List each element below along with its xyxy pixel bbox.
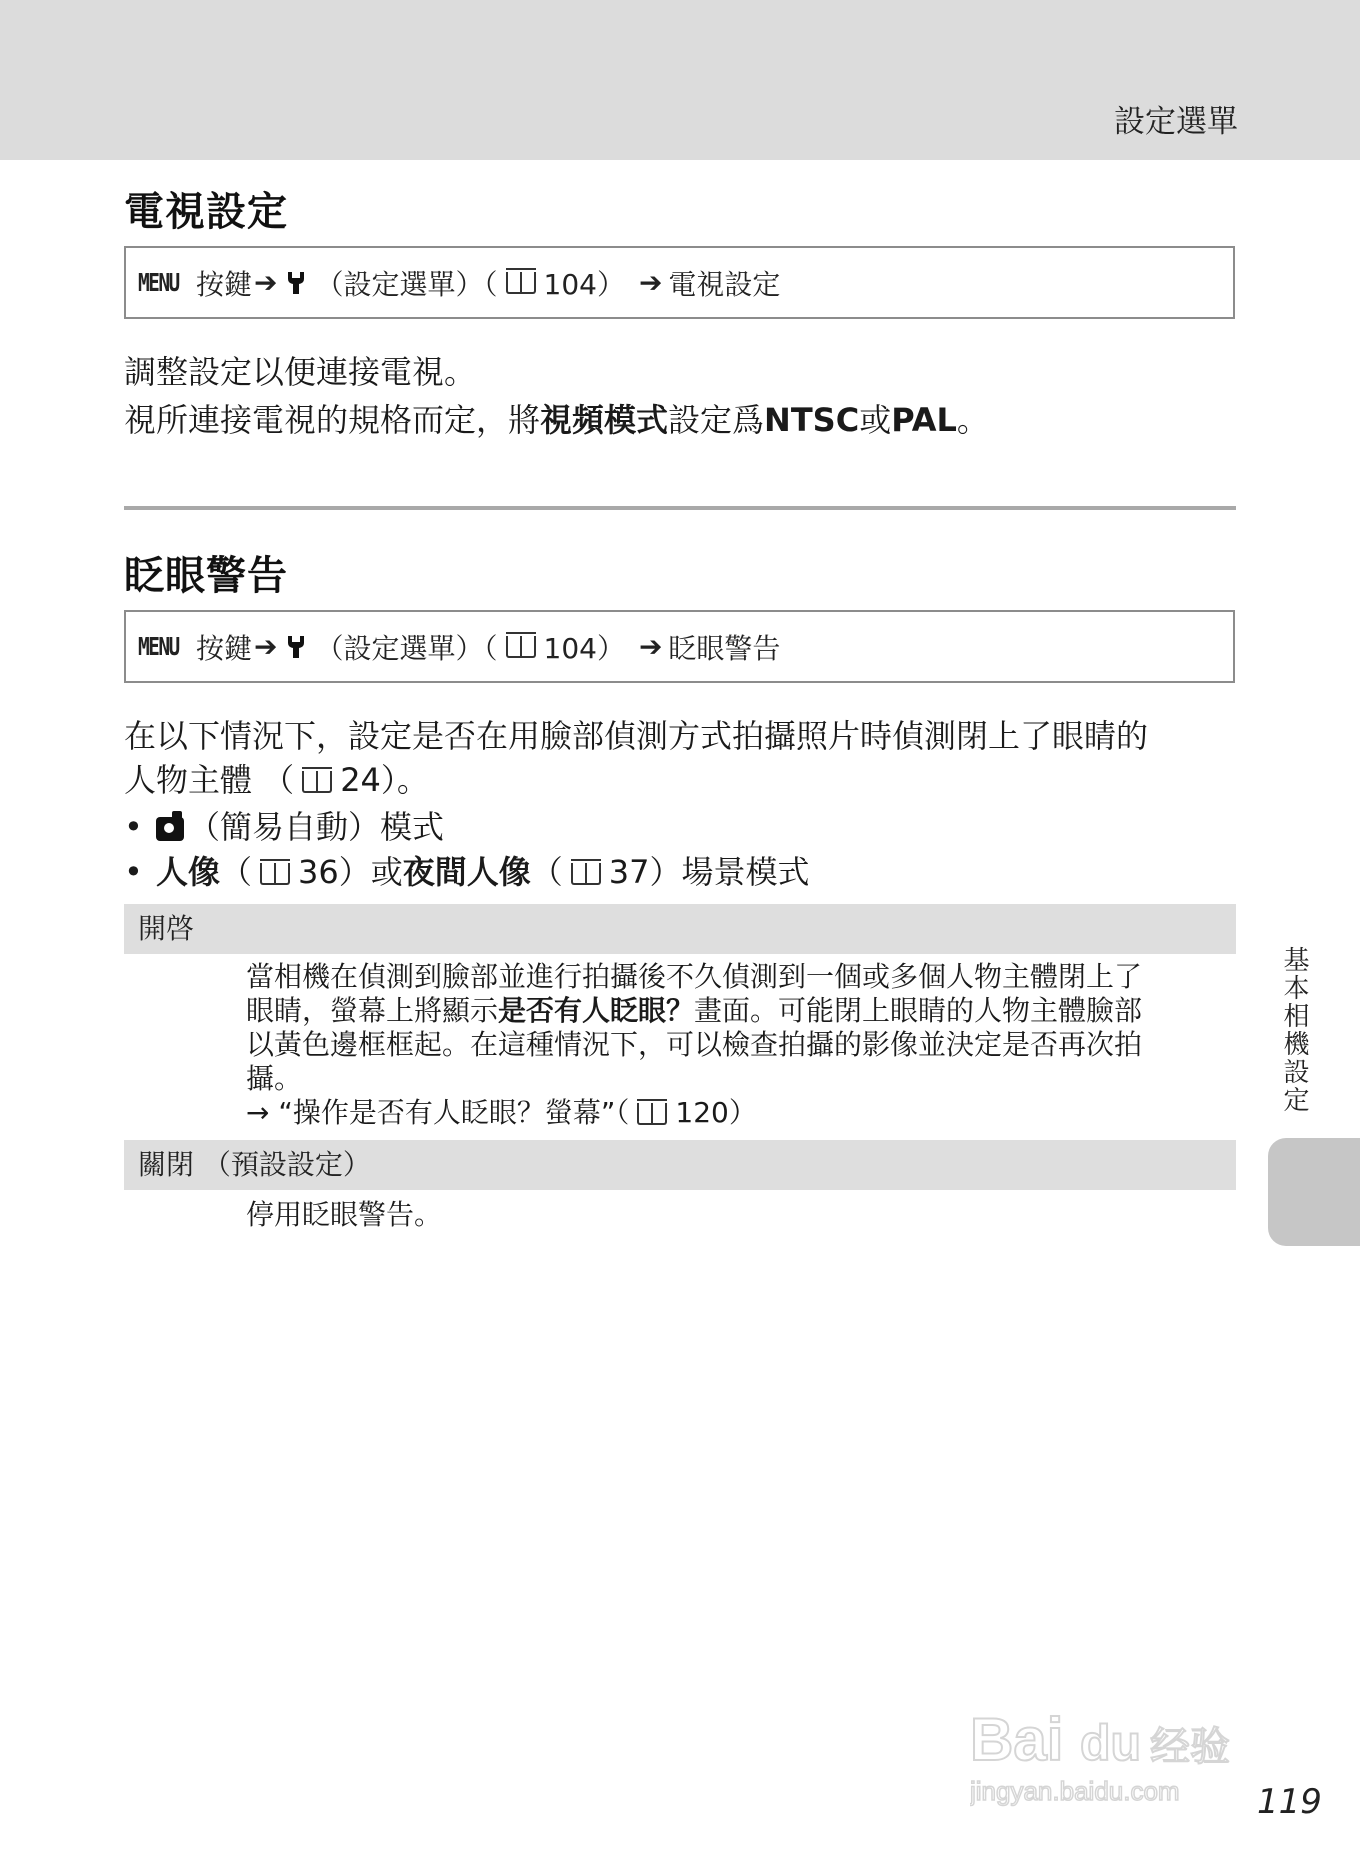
blink-warning-title: 眨眼警告 — [124, 553, 288, 599]
desc-text: 設定爲 — [668, 401, 765, 439]
page-ref: 120） — [675, 1096, 757, 1129]
menu-key-label: MENU — [138, 632, 179, 661]
desc-text: 眼睛，螢幕上將顯示 — [246, 994, 499, 1027]
pal-term: PAL — [891, 401, 957, 439]
book-reference-icon — [506, 272, 536, 294]
desc-text: 視所連接電視的規格而定，將 — [124, 401, 541, 439]
page-ref: 104） — [543, 631, 625, 665]
bullet-icon: • — [124, 808, 143, 846]
see-also-line — [246, 1096, 1206, 1130]
tv-settings-menu-path — [124, 246, 1235, 319]
setup-menu-label: （設定選單）（ — [315, 267, 498, 301]
night-portrait-term: 夜間人像 — [402, 853, 531, 891]
ntsc-term: NTSC — [764, 401, 860, 439]
bullet-icon: • — [124, 853, 143, 891]
bullet-text: （簡易自動）模式 — [188, 808, 445, 846]
blink-warning-menu-path — [124, 610, 1235, 683]
menu-key-label: MENU — [138, 268, 179, 297]
wrench-icon — [285, 270, 307, 296]
option-off-desc: 停用眨眼警告。 — [246, 1198, 443, 1231]
arrow-icon: ➔ — [254, 266, 278, 299]
baidu-watermark-logo — [970, 1690, 1270, 1810]
easy-auto-camera-icon — [156, 817, 184, 841]
header-section-title: 設定選單 — [1114, 104, 1238, 140]
desc-text: （ — [220, 853, 253, 891]
watermark-suffix: 经验 — [1150, 1724, 1230, 1770]
menu-target-label: 電視設定 — [668, 267, 781, 301]
watermark-brand: Bai — [970, 1706, 1064, 1773]
did-someone-blink-term: 是否有人眨眼？ — [498, 994, 695, 1027]
book-reference-icon — [302, 771, 332, 793]
desc-line: 以黃色邊框框起。在這種情況下，可以檢查拍攝的影像並決定是否再次拍 — [246, 1028, 1143, 1061]
option-on-desc — [246, 960, 1206, 1130]
portrait-term: 人像 — [156, 853, 221, 891]
book-reference-icon — [260, 863, 290, 885]
bullet-portrait-modes — [124, 850, 810, 894]
menu-target-label: 眨眼警告 — [668, 631, 781, 665]
section-divider — [124, 506, 1236, 510]
watermark-url: jingyan.baidu.com — [970, 1776, 1180, 1806]
tv-settings-desc-line2 — [124, 398, 989, 442]
side-tab-label: 基本相機設定 — [1279, 946, 1309, 1114]
desc-text: 畫面。可能閉上眼睛的人物主體臉部 — [694, 994, 1143, 1027]
desc-text: 人物主體 （ — [124, 761, 295, 799]
desc-text: （ — [530, 853, 563, 891]
page-ref: 104） — [543, 267, 625, 301]
desc-line: 攝。 — [246, 1062, 303, 1095]
option-off-label: 關閉 （預設設定） — [124, 1140, 1236, 1190]
desc-line — [246, 994, 1206, 1028]
page-number: 119 — [1257, 1782, 1322, 1822]
desc-line: 當相機在偵測到臉部並進行拍攝後不久偵測到一個或多個人物主體閉上了 — [246, 960, 1143, 993]
menu-key-suffix: 按鍵 — [196, 267, 253, 301]
page-ref: 37）場景模式 — [608, 853, 810, 891]
tv-settings-title: 電視設定 — [124, 189, 288, 235]
side-tab-marker — [1268, 1138, 1360, 1246]
tv-settings-desc-line1: 調整設定以便連接電視。 — [124, 353, 477, 391]
page-ref: 36）或 — [298, 853, 403, 891]
arrow-icon: ➔ — [254, 630, 278, 663]
page-ref: 24）。 — [340, 761, 429, 799]
book-reference-icon — [506, 636, 536, 658]
menu-key-suffix: 按鍵 — [196, 631, 253, 665]
watermark-brand2: du — [1080, 1715, 1142, 1771]
bullet-easy-auto — [124, 805, 444, 849]
option-on-label: 開啓 — [124, 904, 1236, 954]
setup-menu-label: （設定選單）（ — [315, 631, 498, 665]
desc-text: → “操作是否有人眨眼？螢幕”（ — [246, 1096, 630, 1129]
desc-text: 。 — [956, 401, 989, 439]
arrow-icon: ➔ — [638, 266, 663, 299]
blink-intro-line1: 在以下情況下，設定是否在用臉部偵測方式拍攝照片時偵測閉上了眼睛的 — [124, 717, 1149, 755]
book-reference-icon — [637, 1103, 667, 1125]
blink-intro-line2 — [124, 758, 429, 802]
arrow-icon: ➔ — [638, 630, 663, 663]
desc-text: 或 — [859, 401, 892, 439]
video-mode-term: 視頻模式 — [540, 401, 669, 439]
book-reference-icon — [571, 863, 601, 885]
wrench-icon — [285, 634, 307, 660]
